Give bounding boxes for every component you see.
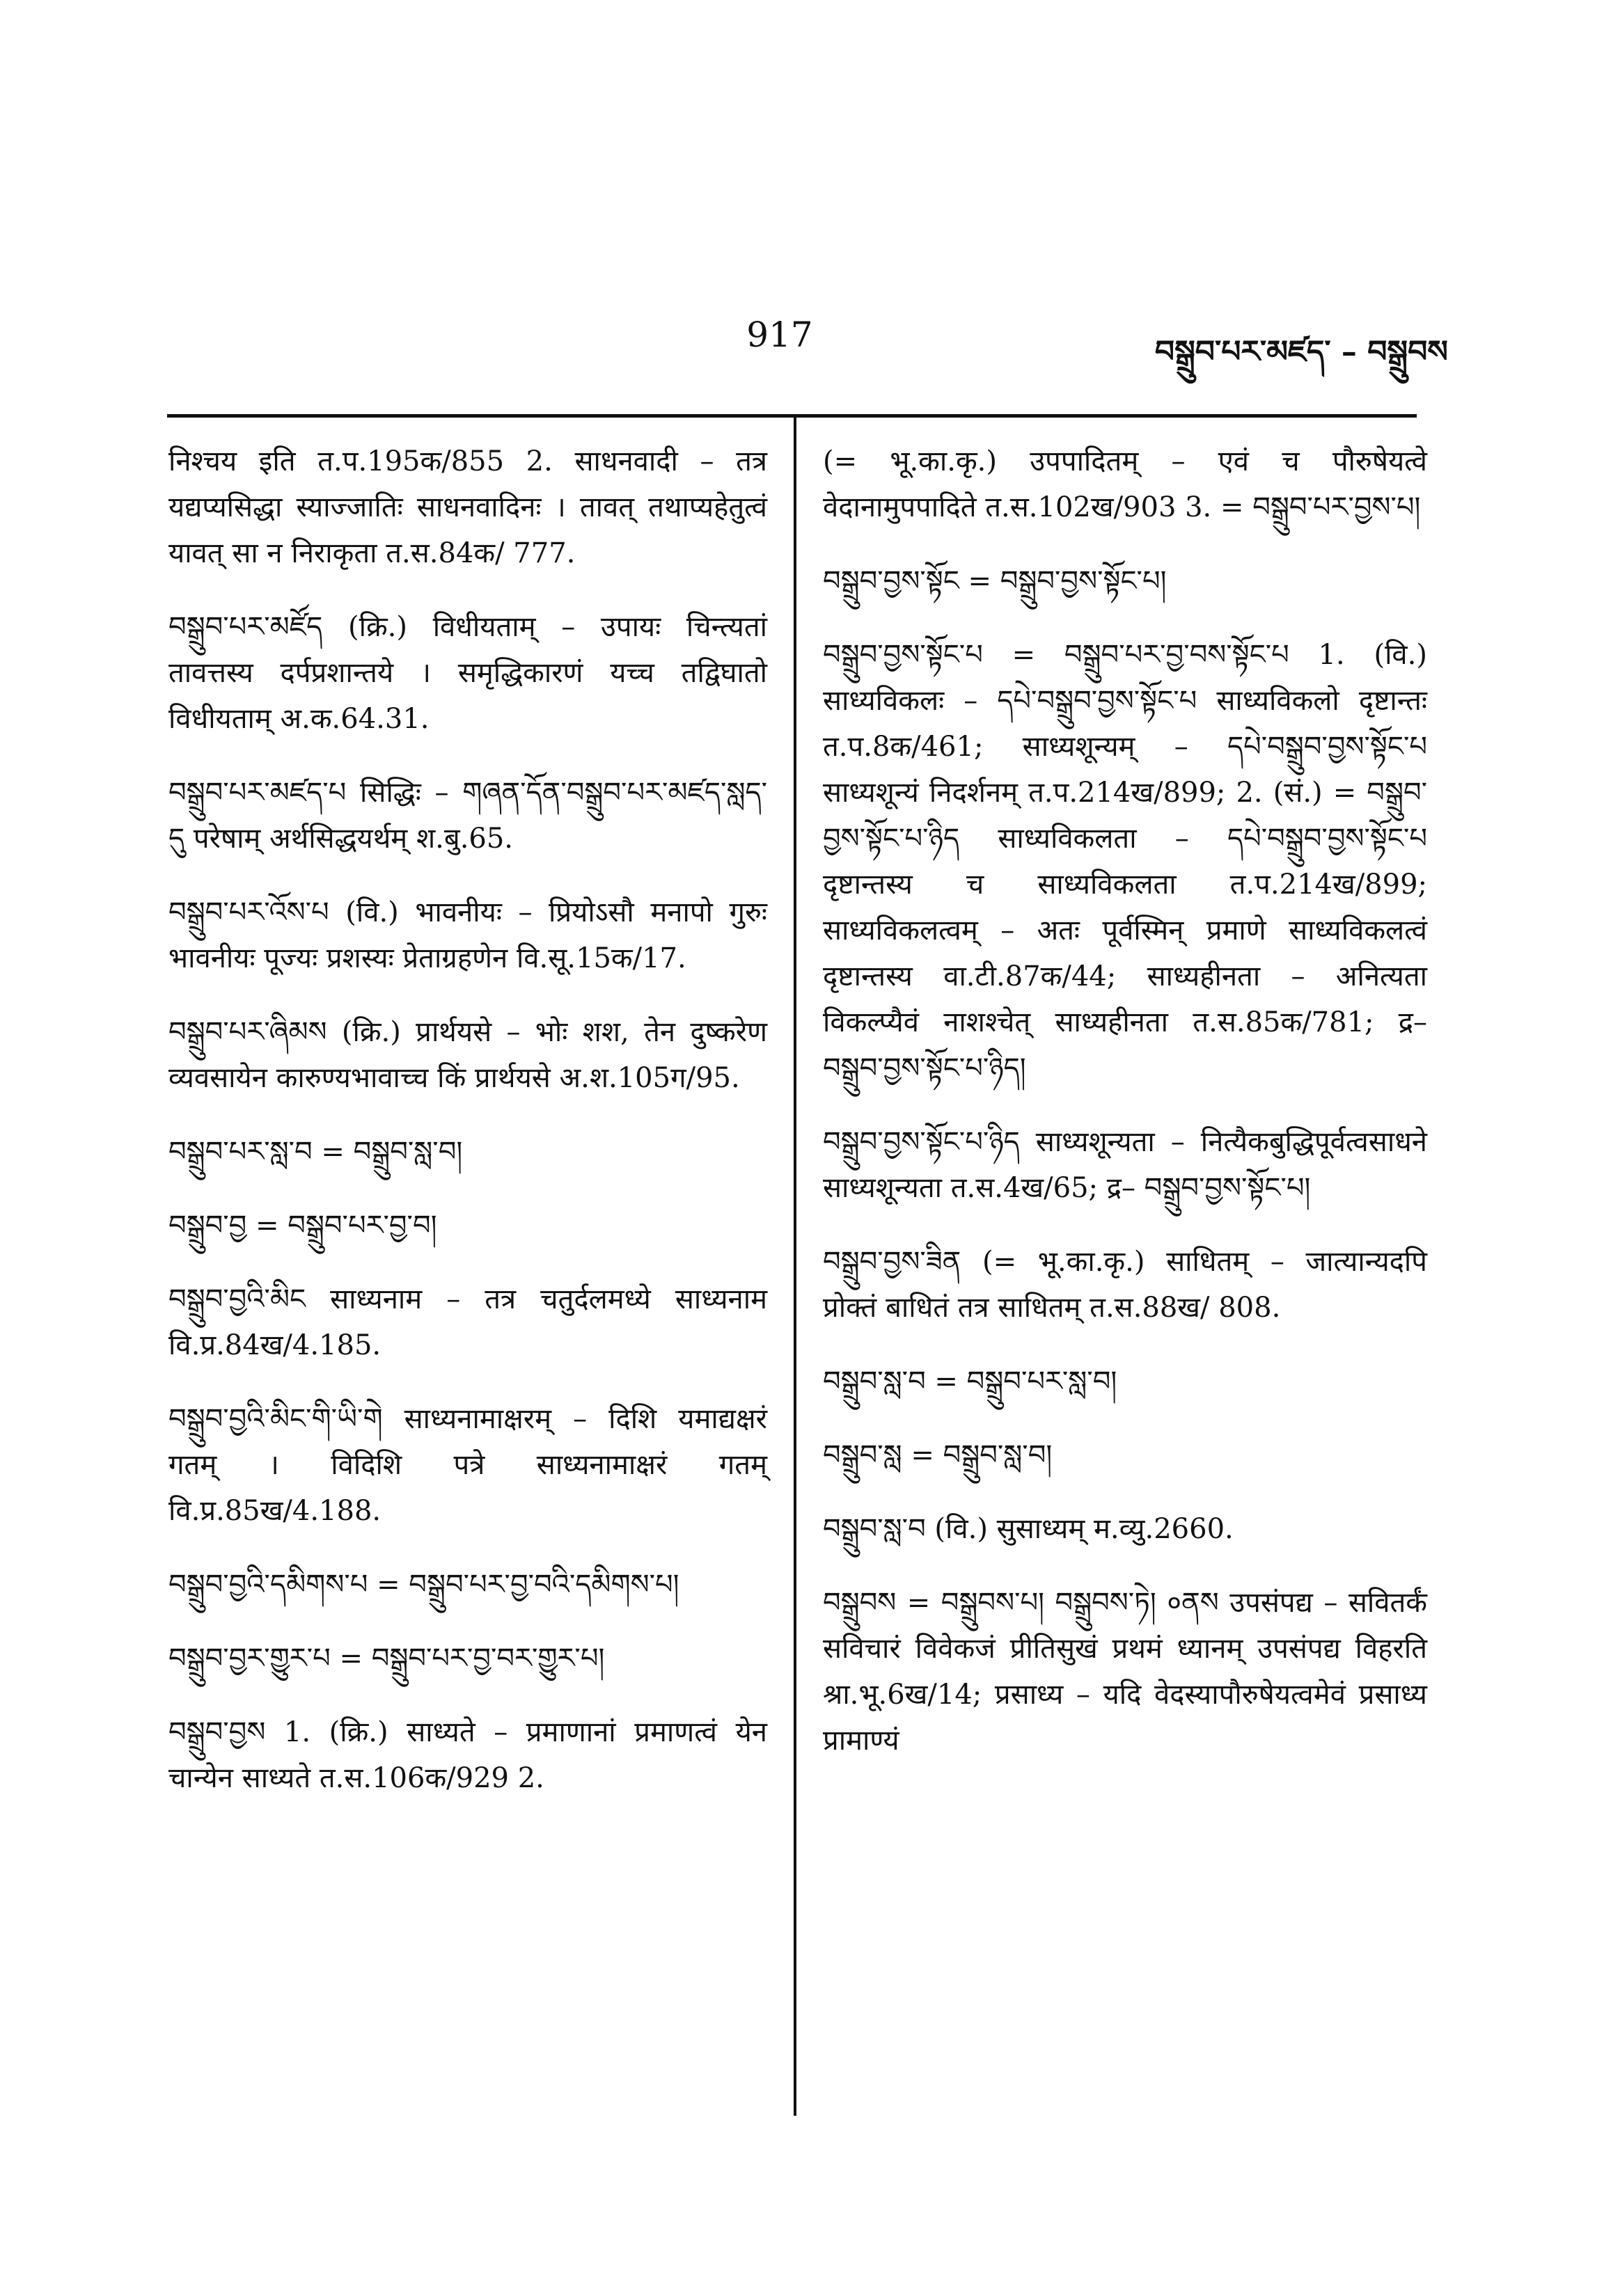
dictionary-entry xyxy=(168,1396,767,1534)
dictionary-entry xyxy=(823,558,1427,604)
dictionary-entry xyxy=(168,1709,767,1801)
right-column xyxy=(823,438,1427,1791)
dictionary-entry xyxy=(168,438,767,576)
dictionary-entry xyxy=(168,1009,767,1101)
entry-text: བསྒྲུབ་བྱས་སྟོང་པ་ཉིད साध्यशून्यता – नित्यैकबुद्धिपूर्वत्वसाधने साध्यशून्यता त.स.4ख/65; द्र– བསྒྲུབ་བྱས་སྟོང་པ། xyxy=(823,1126,1427,1204)
entry-text: བསྒྲུབ་པར་མཛོད (क्रि.) विधीयताम् – उपायः चिन्त्यतां तावत्तस्य दर्पप्रशान्तये । समृद्धिकारणं यच्च तद्विघातो विधीयताम् अ.क.64.31. xyxy=(168,611,767,735)
entry-text: བསྒྲུབ་སླ་བ (वि.) सुसाध्यम् म.व्यु.2660. xyxy=(823,1513,1234,1545)
entry-text: निश्चय इति त.प.195क/855 2. साधनवादी – तत्र यद्यप्यसिद्धा स्याज्जातिः साधनवादिनः । तावत् तथाप्यहेतुत्वं यावत् सा न निराकृता त.स.84क/ 777. xyxy=(168,445,767,569)
entry-text: བསྒྲུབ་བྱའི་དམིགས་པ = བསྒྲུབ་པར་བྱ་བའི་དམིགས་པ། xyxy=(168,1569,679,1601)
dictionary-entry xyxy=(823,632,1427,1091)
dictionary-entry xyxy=(823,1432,1427,1478)
entry-text: བསྒྲུབ་བྱས་ཟིན (= भू.का.कृ.) साधितम् – जात्यान्यदपि प्रोक्तं बाधितं तत्र साधितम् त.स.88ख/ 808. xyxy=(823,1246,1427,1324)
entry-text: བསྒྲུབ་པར་སླ་བ = བསྒྲུབ་སླ་བ། xyxy=(168,1136,463,1168)
dictionary-entry xyxy=(168,1276,767,1368)
entry-text: བསྒྲུབ་པར་འོས་པ (वि.) भावनीयः – प्रियोऽसौ मनापो गुरुः भावनीयः पूज्यः प्रशस्यः प्रेताग्रहणेन वि.सू.15क/17. xyxy=(168,896,767,974)
page-number: 917 xyxy=(746,315,813,355)
dictionary-entry xyxy=(168,1562,767,1608)
dictionary-entry xyxy=(823,1239,1427,1331)
dictionary-entry xyxy=(823,438,1427,530)
column-divider xyxy=(794,418,796,2116)
left-column xyxy=(168,438,767,1829)
dictionary-entry xyxy=(823,1506,1427,1552)
entry-text: བསྒྲུབ་སླ = བསྒྲུབ་སླ་བ། xyxy=(823,1439,1053,1471)
running-head: བསྒྲུབ་པར་མཛད་ – བསྒྲུབས xyxy=(1154,334,1448,370)
dictionary-entry xyxy=(168,604,767,742)
entry-text: བསྒྲུབ་པར་ཞིམས (क्रि.) प्रार्थयसे – भोः शश, तेन दुष्करेण व्यवसायेन कारुण्यभावाच्च किं प्रार्थयसे अ.श.105ग/95. xyxy=(168,1016,767,1094)
entry-text: བསྒྲུབ་བྱས 1. (क्रि.) साध्यते – प्रमाणानां प्रमाणत्वं येन चान्येन साध्यते त.स.106क/929 2. xyxy=(168,1716,767,1794)
entry-text: བསྒྲུབ་བྱར་གྱུར་པ = བསྒྲུབ་པར་བྱ་བར་གྱུར་པ། xyxy=(168,1642,605,1675)
entry-text: བསྒྲུབ་པར་མཛད་པ सिद्धिः – གཞན་དོན་བསྒྲུབ་པར་མཛད་སླད་དུ परेषाम् अर्थसिद्धयर्थम् श.बु.65. xyxy=(168,777,767,855)
entry-text: བསྒྲུབས = བསྒྲུབས་པ། བསྒྲུབས་ཏེ། ०ནས उपसंपद्य – सवितर्कं सविचारं विवेकजं प्रीतिसुखं प्रथमं ध्यानम् उपसंपद्य विहरति श्रा.भू.6ख/14; प्रसाध्य – यदि वेदस्यापौरुषेयत्वमेवं प्रसाध्य प्रामाण्यं xyxy=(823,1587,1427,1757)
entry-text: བསྒྲུབ་བྱས་སྟོང་པ = བསྒྲུབ་པར་བྱ་བས་སྟོང་པ 1. (वि.) साध्यविकलः – དཔེ་བསྒྲུབ་བྱས་སྟོང་པ साध्यविकलो दृष्टान्तः त.प.8क/461; साध्यशून्यम् – དཔེ་བསྒྲུབ་བྱས་སྟོང་པ साध्यशून्यं निदर्शनम् त.प.214ख/899; 2. (सं.) = བསྒྲུབ་བྱས་སྟོང་པ་ཉིད साध्यविकलता – དཔེ་བསྒྲུབ་བྱས་སྟོང་པ दृष्टान्तस्य च साध्यविकलता त.प.214ख/899; साध्यविकलत्वम् – अतः पूर्वस्मिन् प्रमाणे साध्यविकलत्वं दृष्टान्तस्य वा.टी.87क/44; साध्यहीनता – अनित्यता विकल्प्यैवं नाशश्चेत् साध्यहीनता त.स.85क/781; द्र– བསྒྲུབ་བྱས་སྟོང་པ་ཉིད། xyxy=(823,639,1427,1084)
dictionary-entry xyxy=(168,1203,767,1249)
dictionary-entry xyxy=(168,770,767,862)
entry-text: བསྒྲུབ་བྱའི་མིང साध्यनाम – तत्र चतुर्दलमध्ये साध्यनाम वि.प्र.84ख/4.185. xyxy=(168,1283,767,1361)
entry-text: (= भू.का.कृ.) उपपादितम् – एवं च पौरुषेयत्वे वेदानामुपपादिते त.स.102ख/903 3. = བསྒྲུབ་པར་བྱས་པ། xyxy=(823,445,1427,523)
entry-text: བསྒྲུབ་བྱ = བསྒྲུབ་པར་བྱ་བ། xyxy=(168,1210,437,1242)
dictionary-entry xyxy=(168,1129,767,1175)
dictionary-entry xyxy=(823,1359,1427,1404)
dictionary-entry xyxy=(823,1580,1427,1764)
dictionary-entry xyxy=(168,889,767,981)
entry-text: བསྒྲུབ་བྱའི་མིང་གི་ཡི་གེ साध्यनामाक्षरम् – दिशि यमाद्यक्षरं गतम् । विदिशि पत्रे साध्यनामाक्षरं गतम् वि.प्र.85ख/4.188. xyxy=(168,1403,767,1527)
dictionary-entry xyxy=(823,1119,1427,1211)
entry-text: བསྒྲུབ་སླ་བ = བསྒྲུབ་པར་སླ་བ། xyxy=(823,1365,1117,1398)
entry-text: བསྒྲུབ་བྱས་སྟོང = བསྒྲུབ་བྱས་སྟོང་པ། xyxy=(823,565,1167,597)
dictionary-entry xyxy=(168,1636,767,1681)
header-rule xyxy=(167,414,1417,418)
